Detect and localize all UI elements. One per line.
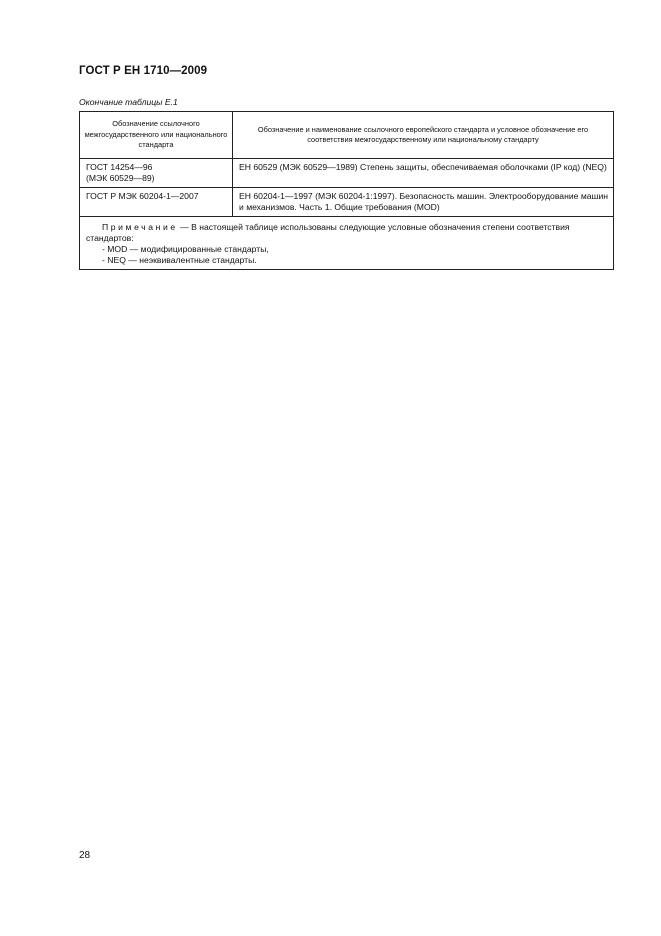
note-text: — В настоящей таблице использованы следующие условные обозначения степени соответствия стандартов: [86,222,570,243]
table-header-row [80,112,614,159]
european-standard-cell: ЕН 60204-1—1997 (МЭК 60204-1:1997). Безопасность машин. Электрооборудование машин и механизмов. Часть 1. Общие требования (MOD) [233,188,614,217]
column-header-national-standard: Обозначение ссылочного межгосударственного или национального стандарта [80,112,233,159]
note-item-mod: - MOD — модифицированные стандарты, [102,244,269,254]
european-standard-cell: ЕН 60529 (МЭК 60529—1989) Степень защиты, обеспечиваемая оболочками (IP код) (NEQ) [233,159,614,188]
note-intro [86,222,607,244]
standard-designation-alt: (МЭК 60529—89) [86,173,155,183]
national-standard-cell [80,159,233,188]
table-row [80,159,614,188]
table-note [80,217,614,270]
column-header-european-standard: Обозначение и наименование ссылочного европейского стандарта и условное обозначение его соответствия межгосударственному или национальному стандарту [233,112,614,159]
note-label: Примечание [102,222,178,232]
note-item-neq: - NEQ — неэквивалентные стандарты. [102,255,257,265]
table-note-row [80,217,614,270]
table-caption: Окончание таблицы Е.1 [79,97,178,107]
document-header: ГОСТ Р ЕН 1710—2009 [79,65,208,77]
reference-standards-table [79,111,614,270]
national-standard-cell [80,188,233,217]
table-row [80,188,614,217]
standard-designation: ГОСТ 14254—96 [86,162,153,172]
standard-designation: ГОСТ Р МЭК 60204-1—2007 [86,191,199,201]
page-number: 28 [79,850,91,861]
